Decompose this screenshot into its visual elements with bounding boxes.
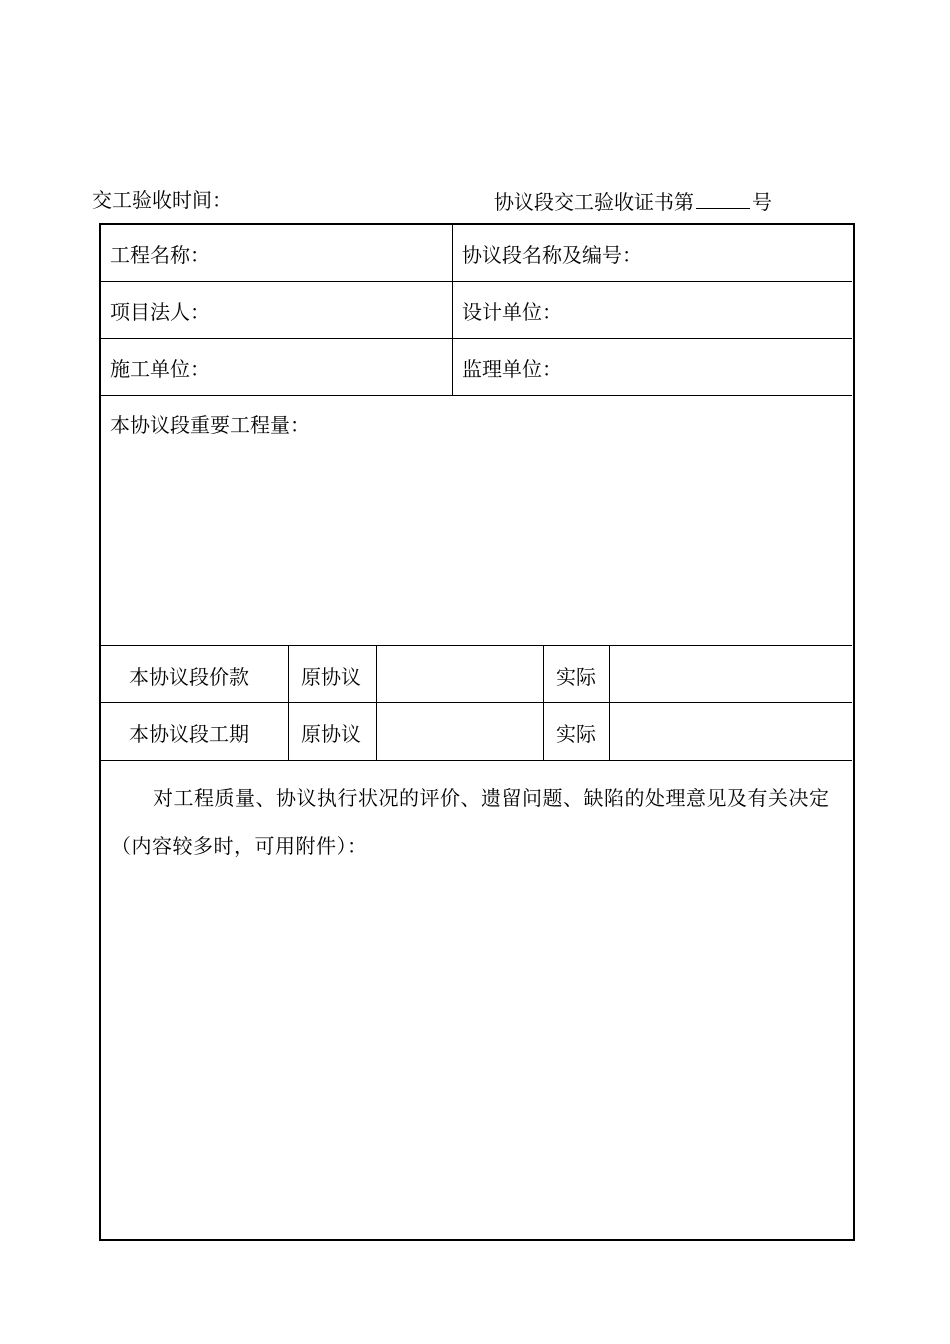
row-divider (101, 760, 852, 761)
row-divider (101, 702, 852, 703)
row-divider (101, 338, 852, 339)
acceptance-time-label: 交工验收时间： (92, 188, 232, 212)
certificate-number-line (494, 186, 772, 216)
column-divider (376, 645, 377, 760)
period-original-label: 原协议 (301, 722, 361, 746)
legal-person-label: 项目法人： (110, 300, 210, 324)
price-original-label: 原协议 (301, 665, 361, 689)
price-actual-field[interactable] (611, 647, 851, 700)
row-divider (101, 281, 852, 282)
row-divider (101, 645, 852, 646)
acceptance-form-table (99, 223, 855, 1241)
segment-name-label: 协议段名称及编号： (462, 243, 642, 267)
column-divider (288, 645, 289, 760)
column-divider (609, 645, 610, 760)
price-actual-label: 实际 (556, 665, 596, 689)
period-actual-field[interactable] (611, 704, 851, 758)
period-actual-label: 实际 (556, 722, 596, 746)
price-row-label: 本协议段价款 (129, 665, 249, 689)
certificate-prefix: 协议段交工验收证书第 (494, 190, 694, 214)
construction-unit-label: 施工单位： (110, 357, 210, 381)
period-original-field[interactable] (378, 704, 541, 758)
certificate-suffix: 号 (752, 190, 772, 214)
row-divider (101, 395, 852, 396)
price-original-field[interactable] (378, 647, 541, 700)
certificate-number-blank[interactable] (696, 186, 750, 209)
period-row-label: 本协议段工期 (129, 722, 249, 746)
supervision-unit-label: 监理单位： (462, 357, 562, 381)
quantities-label: 本协议段重要工程量： (110, 413, 310, 437)
design-unit-label: 设计单位： (462, 300, 562, 324)
evaluation-section[interactable] (101, 762, 852, 1238)
column-divider (452, 225, 453, 395)
project-name-label: 工程名称： (110, 243, 210, 267)
quantities-field[interactable] (103, 445, 848, 640)
column-divider (543, 645, 544, 760)
evaluation-instructions: 对工程质量、协议执行状况的评价、遗留问题、缺陷的处理意见及有关决定（内容较多时，可用附件）： (111, 786, 830, 858)
